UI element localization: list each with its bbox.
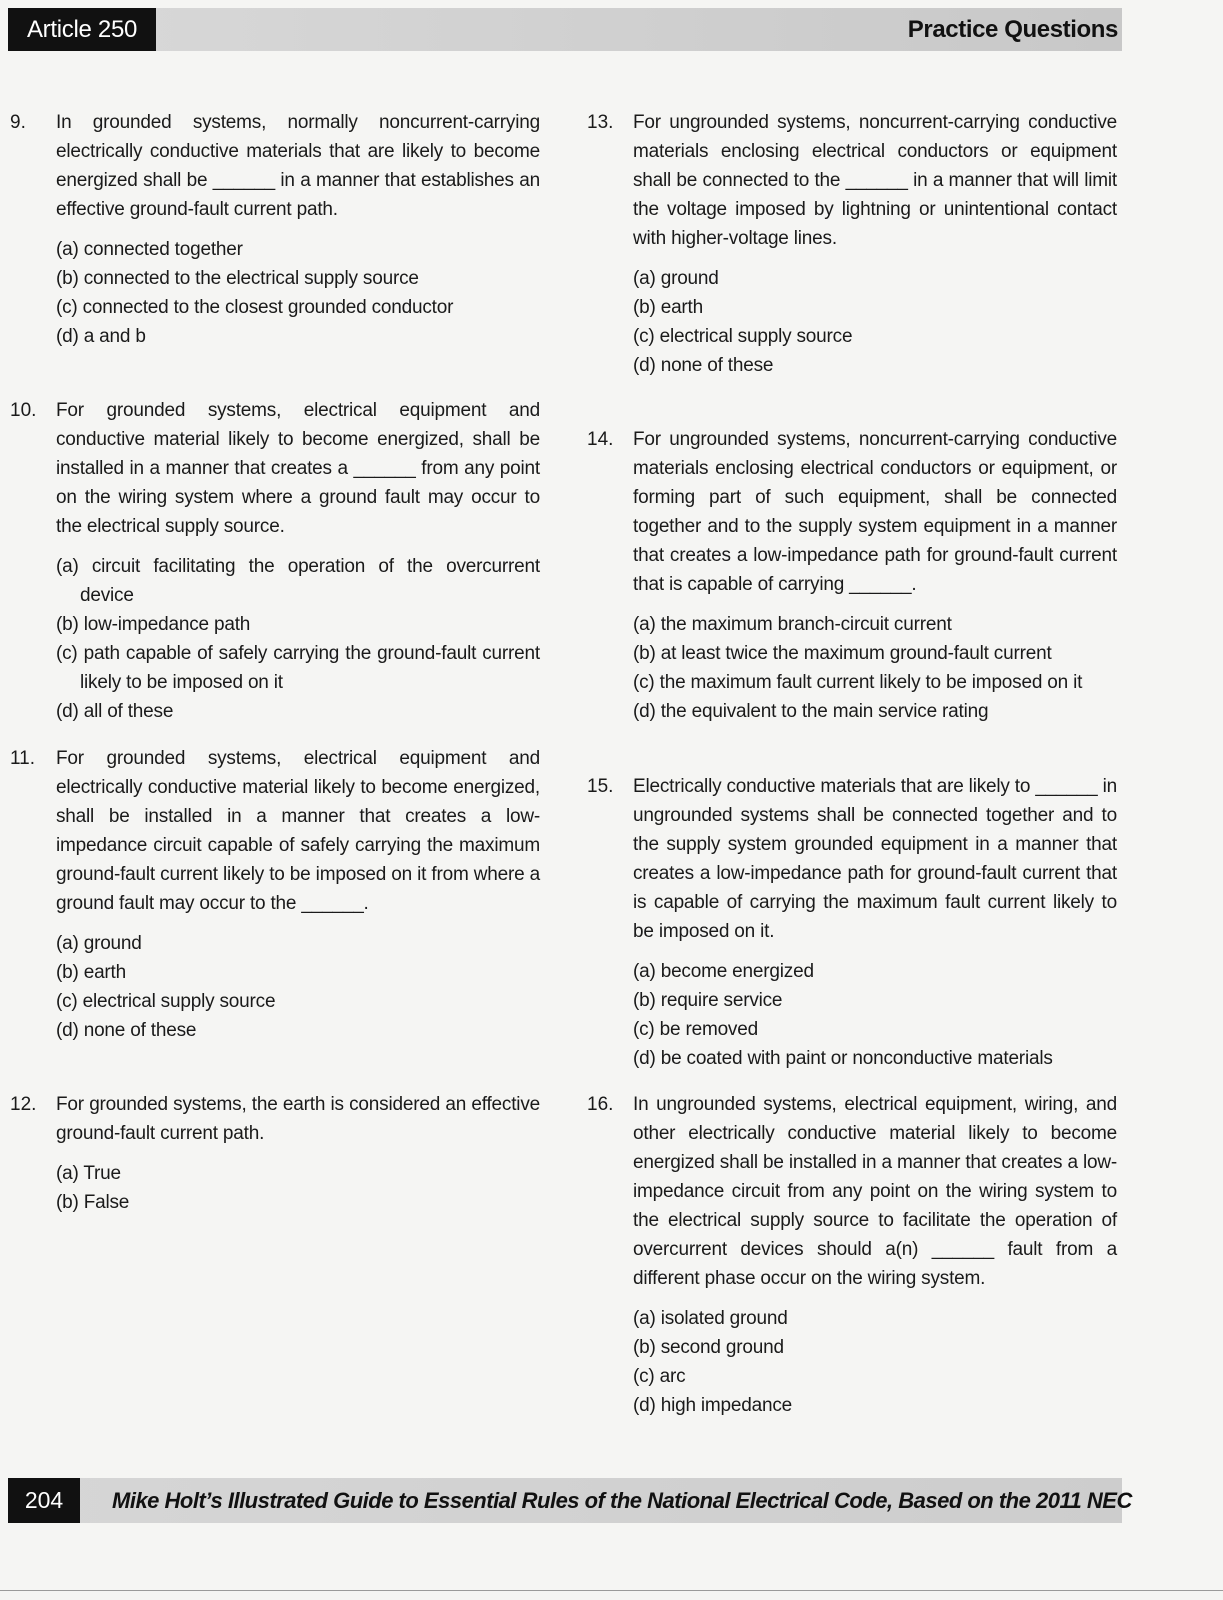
question-number: 14.	[587, 429, 614, 450]
answer-options	[633, 264, 1117, 380]
question-11	[10, 744, 540, 1045]
question-number: 16.	[587, 1094, 614, 1115]
answer-option: (a) True	[56, 1163, 121, 1184]
answer-option: (a) ground	[56, 933, 142, 954]
question-text: For ungrounded systems, noncurrent-carrying conductive materials enclosing electrical conductors or equipment, or forming part of such equipment, shall be connected together and to the supply system equipment in a manner that creates a low-impedance path for ground-fault current that is capable of carrying ______.	[633, 429, 1117, 595]
answer-option: (d) all of these	[56, 701, 174, 722]
answer-option: (b) require service	[633, 990, 783, 1011]
answer-option: (d) the equivalent to the main service rating	[633, 701, 989, 722]
answer-option: (b) low-impedance path	[56, 614, 251, 635]
question-body	[56, 108, 540, 351]
question-12	[10, 1090, 540, 1217]
answer-option: (a) become energized	[633, 961, 814, 982]
question-body	[56, 744, 540, 1045]
answer-options	[56, 552, 540, 726]
answer-option: (b) False	[56, 1192, 130, 1213]
answer-option: (a) isolated ground	[633, 1308, 788, 1329]
answer-option: (a) circuit facilitating the operation of the overcurrent device	[56, 556, 540, 606]
question-text: For ungrounded systems, noncurrent-carrying conductive materials enclosing electrical conductors or equipment shall be connected to the ______ in a manner that will limit the voltage imposed by lightning or unintentional contact with higher-voltage lines.	[633, 112, 1117, 249]
answer-option: (b) at least twice the maximum ground-fault current	[633, 643, 1052, 664]
question-15	[587, 772, 1117, 1073]
answer-options	[633, 957, 1117, 1073]
question-body	[56, 1090, 540, 1217]
question-16	[587, 1090, 1117, 1420]
section-title: Practice Questions	[907, 16, 1118, 43]
question-number: 12.	[10, 1094, 37, 1115]
answer-options	[56, 235, 540, 351]
answer-option: (b) earth	[633, 297, 704, 318]
question-text: For grounded systems, electrical equipment and conductive material likely to become energized, shall be installed in a manner that creates a ______ from any point on the wiring system where a ground fault may occur to the electrical supply source.	[56, 400, 540, 537]
answer-option: (c) electrical supply source	[633, 326, 853, 347]
question-text: In ungrounded systems, electrical equipment, wiring, and other electrically conductive material likely to become energized shall be installed in a manner that creates a low-impedance circuit from any point on the wiring system to the electrical supply source to facilitate the operation of overcurrent devices should a(n) ______ fault from a different phase occur on the wiring system.	[633, 1094, 1117, 1289]
question-number: 15.	[587, 776, 614, 797]
question-number: 13.	[587, 112, 614, 133]
question-body	[56, 396, 540, 726]
answer-options	[633, 1304, 1117, 1420]
question-text: In grounded systems, normally noncurrent-carrying electrically conductive materials that are likely to become energized shall be ______ in a manner that establishes an effective ground-fault current path.	[56, 112, 540, 220]
question-body	[633, 108, 1117, 380]
answer-option: (c) be removed	[633, 1019, 758, 1040]
article-label: Article 250	[8, 8, 156, 51]
answer-option: (b) second ground	[633, 1337, 784, 1358]
question-9	[10, 108, 540, 351]
answer-options	[633, 610, 1117, 726]
answer-option: (c) arc	[633, 1366, 686, 1387]
page-number: 204	[8, 1478, 80, 1523]
question-body	[633, 1090, 1117, 1420]
question-14	[587, 425, 1117, 726]
answer-option: (a) the maximum branch-circuit current	[633, 614, 952, 635]
question-number: 11.	[10, 748, 36, 769]
question-text: Electrically conductive materials that are likely to ______ in ungrounded systems shall be connected together and to the supply system grounded equipment in a manner that creates a low-impedance path for ground-fault current that is capable of carrying the maximum fault current likely to be imposed on it.	[633, 776, 1117, 942]
answer-option: (d) none of these	[56, 1020, 197, 1041]
page-edge-rule	[0, 1590, 1223, 1591]
answer-options	[56, 929, 540, 1045]
question-text: For grounded systems, electrical equipment and electrically conductive material likely to become energized, shall be installed in a manner that creates a low-impedance circuit capable of safely carrying the maximum ground-fault current likely to be imposed on it from where a ground fault may occur to the ______.	[56, 748, 540, 914]
question-body	[633, 772, 1117, 1073]
question-number: 9.	[10, 112, 26, 133]
answer-option: (c) connected to the closest grounded conductor	[56, 297, 454, 318]
question-body	[633, 425, 1117, 726]
book-title: Mike Holt’s Illustrated Guide to Essential Rules of the National Electrical Code, Based on the 2011 NEC	[112, 1488, 1132, 1513]
answer-option: (d) be coated with paint or nonconductive materials	[633, 1048, 1053, 1069]
answer-option: (c) path capable of safely carrying the ground-fault current likely to be imposed on it	[56, 643, 540, 693]
answer-option: (b) connected to the electrical supply source	[56, 268, 419, 289]
answer-options	[56, 1159, 540, 1217]
answer-option: (d) a and b	[56, 326, 146, 347]
question-10	[10, 396, 540, 726]
answer-option: (c) the maximum fault current likely to be imposed on it	[633, 672, 1083, 693]
question-13	[587, 108, 1117, 380]
answer-option: (b) earth	[56, 962, 127, 983]
question-text: For grounded systems, the earth is considered an effective ground-fault current path.	[56, 1094, 540, 1144]
answer-option: (d) high impedance	[633, 1395, 793, 1416]
answer-option: (d) none of these	[633, 355, 774, 376]
answer-option: (c) electrical supply source	[56, 991, 276, 1012]
answer-option: (a) ground	[633, 268, 719, 289]
answer-option: (a) connected together	[56, 239, 243, 260]
question-number: 10.	[10, 400, 37, 421]
